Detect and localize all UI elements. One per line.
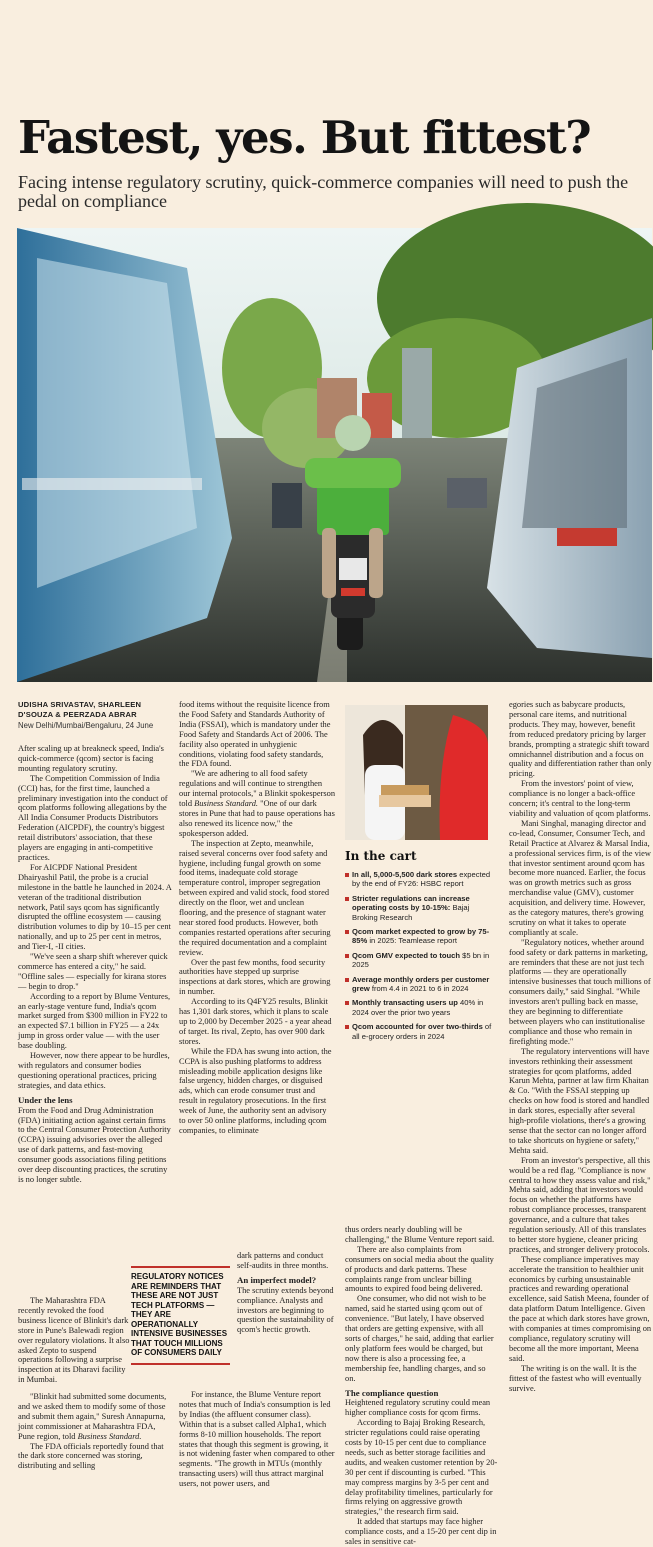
fact-detail: in 2025: Teamlease report — [369, 936, 457, 946]
paragraph — [18, 1392, 172, 1442]
paragraph: These compliance imperatives may accelerate the transition to healthier unit economics by curbing unsustainable practices and rewarding operational excellence, said Satish Meena, founder of data platform Datum Intelligence. Given the pace at which dark stores have grown, with companies at times compromising on compliance, regulatory scrutiny will become all the more important, Meena said. — [509, 1254, 652, 1363]
paragraph: From the investors' point of view, compliance is no longer a back-office concern; it's central to the long-term viability and valuation of qcom platforms. — [509, 779, 651, 818]
list-item — [345, 998, 495, 1017]
fact-highlight: Qcom GMV expected to touch — [352, 950, 461, 960]
article-column-4 — [509, 700, 652, 1393]
fact-detail: expected by the end of FY26: HSBC report — [352, 870, 491, 889]
paragraph: For instance, the Blume Venture report notes that much of India's consumption is led by Indias (the affluent consumer class). Within that is a subset called Alpha1, which forms 8-10 million households. The report states that though this segment is growing, it is not widening faster when compared to other segments. "The growth in MTUs (monthly transacting users) will thus attract marginal users, not power users, and — [179, 1390, 335, 1489]
paragraph: The inspection at Zepto, meanwhile, raised several concerns over food safety and hygiene, including fungal growth on some food items, inadequate cold storage temperature control, improper segregation between expired and valid stock, food stored directly on the floor, wet and unclean flooring, and the presence of stagnant water near stored food products. However, both companies restarted operations after securing the required documentation and a complaint review. — [179, 838, 331, 957]
source-name: Business Standard. — [77, 1431, 142, 1441]
fact-detail: from 4.4 in 2021 to 6 in 2024 — [371, 984, 469, 994]
pull-quote: REGULATORY NOTICES ARE REMINDERS THAT THESE ARE NOT JUST TECH PLATFORMS — THEY ARE OPERATIONALLY INTENSIVE BUSINESSES THAT TOUCH MILLIONS OF CONSUMERS DAILY — [131, 1266, 230, 1365]
paragraph: There are also complaints from consumers on social media about the quality of products and dark patterns. These complaints range from unclear billing amounts to expired food being delivered. — [345, 1244, 494, 1294]
paragraph: From an investor's perspective, all this would be a red flag. "Compliance is now central to how they assess value and risk," Mehta said, adding that investors would focus on whether the platforms have robust compliance processes, transparent governance, and a culture that takes regulation seriously. All of this translates to better store hygiene, cleaner pricing practices, and stronger delivery protocols. — [509, 1155, 651, 1254]
paragraph: For AICPDF National President Dhairyashil Patil, the probe is a crucial milestone in the battle he launched in 2024. A veteran of the traditional distribution network, Patil says qcom has significantly disrupted the offline ecosystem — causing distribution volumes to dip by 10–15 per cent nationally, and up to 25 per cent in metros, and Tier-I, -II cities. — [18, 862, 172, 952]
article-column-3 — [345, 1225, 498, 1547]
paragraph: food items without the requisite licence from the Food Safety and Standards Authority of India (FSSAI), which is mandatory under the Food Safety and Standards Act of 2006. The facility also operated in unhygienic conditions, violating food safety standards, the FDA found. — [179, 700, 331, 769]
fact-highlight: Qcom market expected to grow by 75-85% — [352, 927, 490, 946]
headline: Fastest, yes. But fittest? — [18, 111, 591, 164]
paragraph: However, now there appear to be hurdles, with regulators and consumer bodies questioning operational practices, pricing strategies, and data ethics. — [18, 1051, 170, 1090]
quote-text: "Blinkit had submitted some documents, and we asked them to modify some of those and submit them again," Suresh Annapurna, joint commissioner at Maharashtra FDA, Pune region, told — [18, 1392, 167, 1441]
article-column-1 — [18, 744, 172, 1185]
paragraph: Mani Singhal, managing director and co-lead, Consumer, Consumer Tech, and Retail Practice at Alvarez & Marsal India, a professional services firm, is of the view that investor sentiment around qcom has become more nuanced. Earlier, the focus was on growth metrics such as gross merchandise value (GMV), customer acquisition, and delivery time. However, as the category matures, there's growing scrutiny on what it takes to operate compliantly at scale. — [509, 818, 651, 937]
fact-detail: Bajaj Broking Research — [352, 903, 470, 922]
paragraph — [179, 769, 335, 838]
paragraph: "We've seen a sharp shift wherever quick commerce has entered a city," he said. "Offline sales — especially for kirana stores — begin to drop." — [18, 952, 168, 991]
article-column-2-narrow — [237, 1251, 337, 1335]
deck: Facing intense regulatory scrutiny, quick-commerce companies will need to push the pedal on compliance — [18, 172, 629, 211]
article-column-2 — [179, 700, 335, 1136]
paragraph: The Maharashtra FDA recently revoked the food business licence of Blinkit's dark store in Pune's Balewadi region over regulatory violations. It also asked Zepto to suspend operations following a surprise inspection at its Dharavi facility in Mumbai. — [18, 1296, 130, 1385]
fact-highlight: Qcom accounted for over two-thirds — [352, 1022, 483, 1032]
article-column-1-narrow — [18, 1296, 130, 1385]
fact-detail: 40% in 2024 over the prior two years — [352, 998, 484, 1017]
paragraph: "Regulatory notices, whether around food safety or dark patterns in marketing, are reminders that these are not just tech platforms — they are operationally intensive businesses that touch millions of consumers daily," said Singhal. "While investors aren't pulling back en masse, they are beginning to differentiate between players who can institutionalise compliance and those who remain in firefighting mode." — [509, 937, 651, 1046]
sidebar-title: In the cart — [345, 849, 417, 863]
article-column-1-bottom — [18, 1392, 172, 1471]
paragraph: One consumer, who did not wish to be named, said he started using qcom out of convenience. "But lately, I have observed that orders are getting expensive, with all sorts of charges," he said, adding that earlier only platform fees would be charged, but now there is also a processing fee, a membership fee, handling charges, and so on. — [345, 1294, 494, 1383]
paragraph: Heightened regulatory scrutiny could mean higher compliance costs for qcom firms. — [345, 1398, 491, 1418]
fact-detail: of all e-grocery orders in 2024 — [352, 1022, 492, 1041]
fact-highlight: Monthly transacting users up — [352, 998, 458, 1008]
delivery-rider-photo — [17, 228, 652, 682]
fact-highlight: Stricter regulations can increase operating costs by 10-15%: — [352, 893, 470, 913]
paragraph: dark patterns and conduct self-audits in three months. — [237, 1251, 329, 1270]
paragraph: According to Bajaj Broking Research, stricter regulations could raise operating costs by 10-15 per cent due to compliance needs, such as better storage facilities and audits, and weaken customer retention by 20-30 per cent if discounting is curbed. "This may compress margins by 3-5 per cent and delay profitability timelines, particularly for firms relying on aggressive growth strategies," the research firm said. — [345, 1418, 498, 1517]
list-item — [345, 975, 495, 994]
paragraph: The FDA officials reportedly found that the dark store concerned was storing, distributing and selling — [18, 1441, 164, 1471]
list-item — [345, 894, 495, 922]
paragraph: The writing is on the wall. It is the fittest of the fastest who will eventually survive. — [509, 1363, 642, 1393]
subhead-imperfect-model: An imperfect model? — [237, 1274, 317, 1285]
paragraph: The Competition Commission of India (CCI) has, for the first time, launched a preliminary investigation into the conduct of qcom platforms following allegations by the All India Consumer Products Distributors Federation (AICPDF), the country's biggest retail distributors' association, that these players are engaging in anti-competitive practices. — [18, 773, 168, 862]
paragraph: The regulatory interventions will have investors rethinking their assessment strategies for qcom platforms, added Karun Mehta, partner at law firm Khaitan & Co. "With the FSSAI stepping up checks on how food is stored and handled in dark stores, especially after several high-profile violations, there's a growing sense that the sector can no longer afford to take shortcuts on hygiene or safety," Mehta said. — [509, 1046, 650, 1155]
byline-dateline: New Delhi/Mumbai/Bengaluru, 24 June — [18, 721, 154, 730]
paragraph: It added that startups may face higher compliance costs, and a 15-20 per cent dip in sales in sensitive cat- — [345, 1517, 497, 1547]
fact-highlight: In all, 5,000-5,500 dark stores — [352, 870, 458, 879]
article-column-2-bottom — [179, 1390, 335, 1489]
list-item — [345, 951, 495, 970]
subhead-compliance-question: The compliance question — [345, 1387, 439, 1398]
subhead-under-the-lens: Under the lens — [18, 1094, 73, 1105]
grocery-handover-photo — [345, 705, 488, 840]
fact-detail: $5 bn in 2025 — [352, 950, 490, 970]
paragraph: After scaling up at breakneck speed, India's quick-commerce (qcom) sector is facing mounting regulatory scrutiny. — [18, 744, 164, 773]
cart-facts-list — [345, 870, 495, 1046]
byline-authors: UDISHA SRIVASTAV, SHARLEEN D'SOUZA & PEERZADA ABRAR — [18, 700, 142, 719]
paragraph: While the FDA has swung into action, the CCPA is also pushing platforms to address misleading mobile application designs like false urgency, hidden charges, or disguised ads, which can erode consumer trust and result in regulatory prosecutions. In the first week of June, the authority sent an advisory to over 50 online platforms, including qcom companies, to eliminate — [179, 1046, 332, 1135]
paragraph: egories such as babycare products, personal care items, and nutritional products. They may, however, benefit from reduced predatory pricing by larger brands, prompting a strategic shift toward omnichannel distribution and a focus on quality and differentiation rather than only pricing. — [509, 700, 652, 779]
fact-highlight: Average monthly orders per customer grew — [352, 974, 490, 994]
paragraph: According to its Q4FY25 results, Blinkit has 1,301 dark stores, which it plans to scale up to 2,000 by December 2025 - a year ahead of target. Its rival, Zepto, has over 900 dark stores. — [179, 997, 332, 1046]
quote-text: "We are adhering to all food safety regulations and will continue to strengthen our internal protocols," a Blinkit spokesperson told — [179, 769, 336, 809]
paragraph: From the Food and Drug Administration (FDA) initiating action against certain firms to the Central Consumer Protection Authority (CCPA) issuing advisories over the alleged use of dark patterns, and fast-moving consumer goods associations filing petitions over deep discounting practices, the scrutiny is no longer subtle. — [18, 1105, 171, 1184]
paragraph: The scrutiny extends beyond compliance. Analysts and investors are beginning to question the sustainability of qcom's hectic growth. — [237, 1285, 334, 1335]
paragraph: thus orders nearly doubling will be challenging," the Blume Venture report said. — [345, 1225, 495, 1244]
paragraph: Over the past few months, food security authorities have stepped up surprise inspections at dark stores, which are growing in number. — [179, 957, 331, 997]
paragraph: According to a report by Blume Ventures, an early-stage venture fund, India's qcom market surged from $300 million in FY22 to an expected $7.1 billion in FY25 — a 24x jump in gross order value — with the user base doubling. — [18, 991, 171, 1051]
list-item — [345, 870, 495, 889]
list-item — [345, 1022, 495, 1041]
list-item — [345, 927, 495, 946]
source-name: Business Standard. — [194, 799, 259, 809]
quote-text: "One of our dark stores in Pune that had to pause operations has also renewed its licence now," the spokesperson added. — [179, 799, 335, 838]
